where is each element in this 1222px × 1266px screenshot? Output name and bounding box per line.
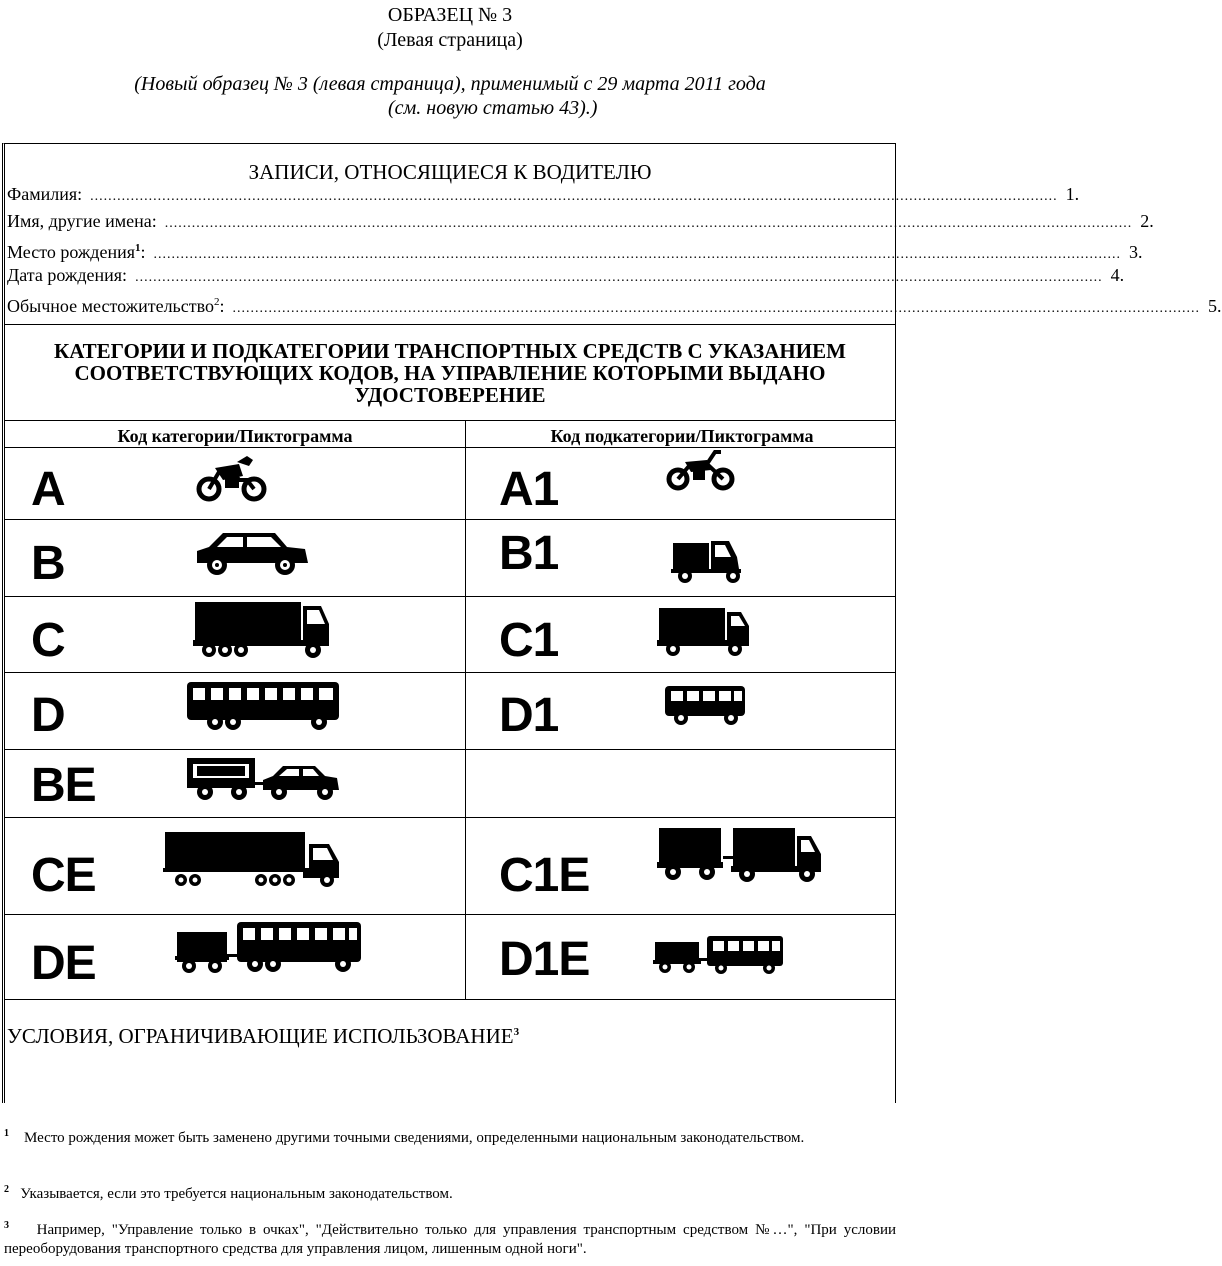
minibus-icon xyxy=(663,682,749,730)
driver-section-title: ЗАПИСИ, ОТНОСЯЩИЕСЯ К ВОДИТЕЛЮ xyxy=(248,160,652,184)
subcategory-code-c1e: C1E xyxy=(499,849,590,902)
field-label: Обычное местожительство$^2$: xyxy=(7,296,225,316)
field-first-names xyxy=(7,208,1154,234)
divider xyxy=(5,519,895,520)
car-icon xyxy=(195,529,310,577)
car-trailer-icon xyxy=(185,754,341,804)
divider xyxy=(5,999,895,1000)
divider xyxy=(5,596,895,597)
column-header-category: Код категории/Пиктограмма xyxy=(117,426,353,446)
category-code-de: DE xyxy=(31,937,96,990)
field-residence xyxy=(7,289,1222,316)
dotted-line: ....................................................................................................................................................................................................................... xyxy=(135,270,1103,285)
category-code-be: BE xyxy=(31,759,96,812)
bus-trailer-icon xyxy=(175,920,365,978)
revision-note-line2: (см. новую статью 43).) xyxy=(388,97,598,119)
field-label: Фамилия: xyxy=(7,184,83,204)
semi-trailer-icon xyxy=(163,830,347,892)
divider xyxy=(5,914,895,915)
field-surname xyxy=(7,181,1080,207)
category-code-ce: CE xyxy=(31,849,96,902)
tricycle-icon xyxy=(671,539,747,585)
footnote-1: $^1$ Место рождения может быть заменено другими точными сведениями, определенными национальным законодательством. xyxy=(4,1128,805,1146)
divider xyxy=(5,447,895,448)
categories-title: КАТЕГОРИИ И ПОДКАТЕГОРИИ ТРАНСПОРТНЫХ СРЕДСТВ С УКАЗАНИЕМ СООТВЕТСТВУЮЩИХ КОДОВ, НА УПРАВЛЕНИЕ КОТОРЫМИ ВЫДАНО УДОСТОВЕРЕНИЕ xyxy=(54,339,846,407)
category-code-d: D xyxy=(31,689,65,742)
motorcycle-icon xyxy=(195,454,270,502)
category-code-b: B xyxy=(31,537,65,590)
bus-icon xyxy=(185,678,345,734)
revision-note-line1: (Новый образец № 3 (левая страница), применимый с 29 марта 2011 года xyxy=(134,73,766,95)
subcategory-code-c1: C1 xyxy=(499,614,559,667)
footnote-3: $^3$ Например, "Управление только в очках", "Действительно только для управления транспортным средством №…", "При условии переоборудования транспортного средства для управления лицом, лишенным одной ноги". xyxy=(4,1220,897,1257)
dotted-line: ....................................................................................................................................................................................................................... xyxy=(90,189,1058,204)
field-label: Дата рождения: xyxy=(7,265,128,285)
category-code-a: A xyxy=(31,463,65,516)
field-date-of-birth xyxy=(7,262,1125,288)
dotted-line: ....................................................................................................................................................................................................................... xyxy=(153,247,1122,262)
divider xyxy=(5,420,895,421)
dotted-line: ....................................................................................................................................................................................................................... xyxy=(164,216,1133,231)
field-label: Имя, другие имена: xyxy=(7,211,157,231)
minibus-trailer-icon xyxy=(653,934,785,976)
field-label: Место рождения$^1$: xyxy=(7,242,146,262)
field-number: 3. xyxy=(1129,242,1143,262)
subcategory-code-b1: B1 xyxy=(499,527,559,580)
truck-icon xyxy=(193,600,333,662)
field-number: 5. xyxy=(1208,296,1222,316)
light-motorcycle-icon xyxy=(665,450,737,492)
divider xyxy=(5,324,895,325)
restrictions-label: УСЛОВИЯ, ОГРАНИЧИВАЮЩИЕ ИСПОЛЬЗОВАНИЕ$^3$ xyxy=(7,1024,520,1048)
field-number: 1. xyxy=(1065,184,1080,204)
form-subtitle: (Левая страница) xyxy=(377,29,523,51)
footnote-2: $^2$ Указывается, если это требуется национальным законодательством. xyxy=(4,1184,453,1202)
divider xyxy=(5,749,895,750)
dotted-line: ....................................................................................................................................................................................................................... xyxy=(232,301,1201,316)
subcategory-code-a1: A1 xyxy=(499,463,559,516)
divider xyxy=(5,672,895,673)
subcategory-code-d1: D1 xyxy=(499,689,559,742)
field-number: 2. xyxy=(1140,211,1154,231)
field-number: 4. xyxy=(1110,265,1125,285)
truck-trailer-icon xyxy=(657,826,825,888)
field-place-of-birth xyxy=(7,235,1143,262)
category-code-c: C xyxy=(31,614,65,667)
column-divider xyxy=(465,420,466,999)
column-header-subcategory: Код подкатегории/Пиктограмма xyxy=(550,426,814,446)
divider xyxy=(5,817,895,818)
form-title: ОБРАЗЕЦ № 3 xyxy=(387,4,513,26)
licence-form xyxy=(2,143,1222,1103)
subcategory-code-d1e: D1E xyxy=(499,933,590,986)
light-truck-icon xyxy=(657,606,753,658)
